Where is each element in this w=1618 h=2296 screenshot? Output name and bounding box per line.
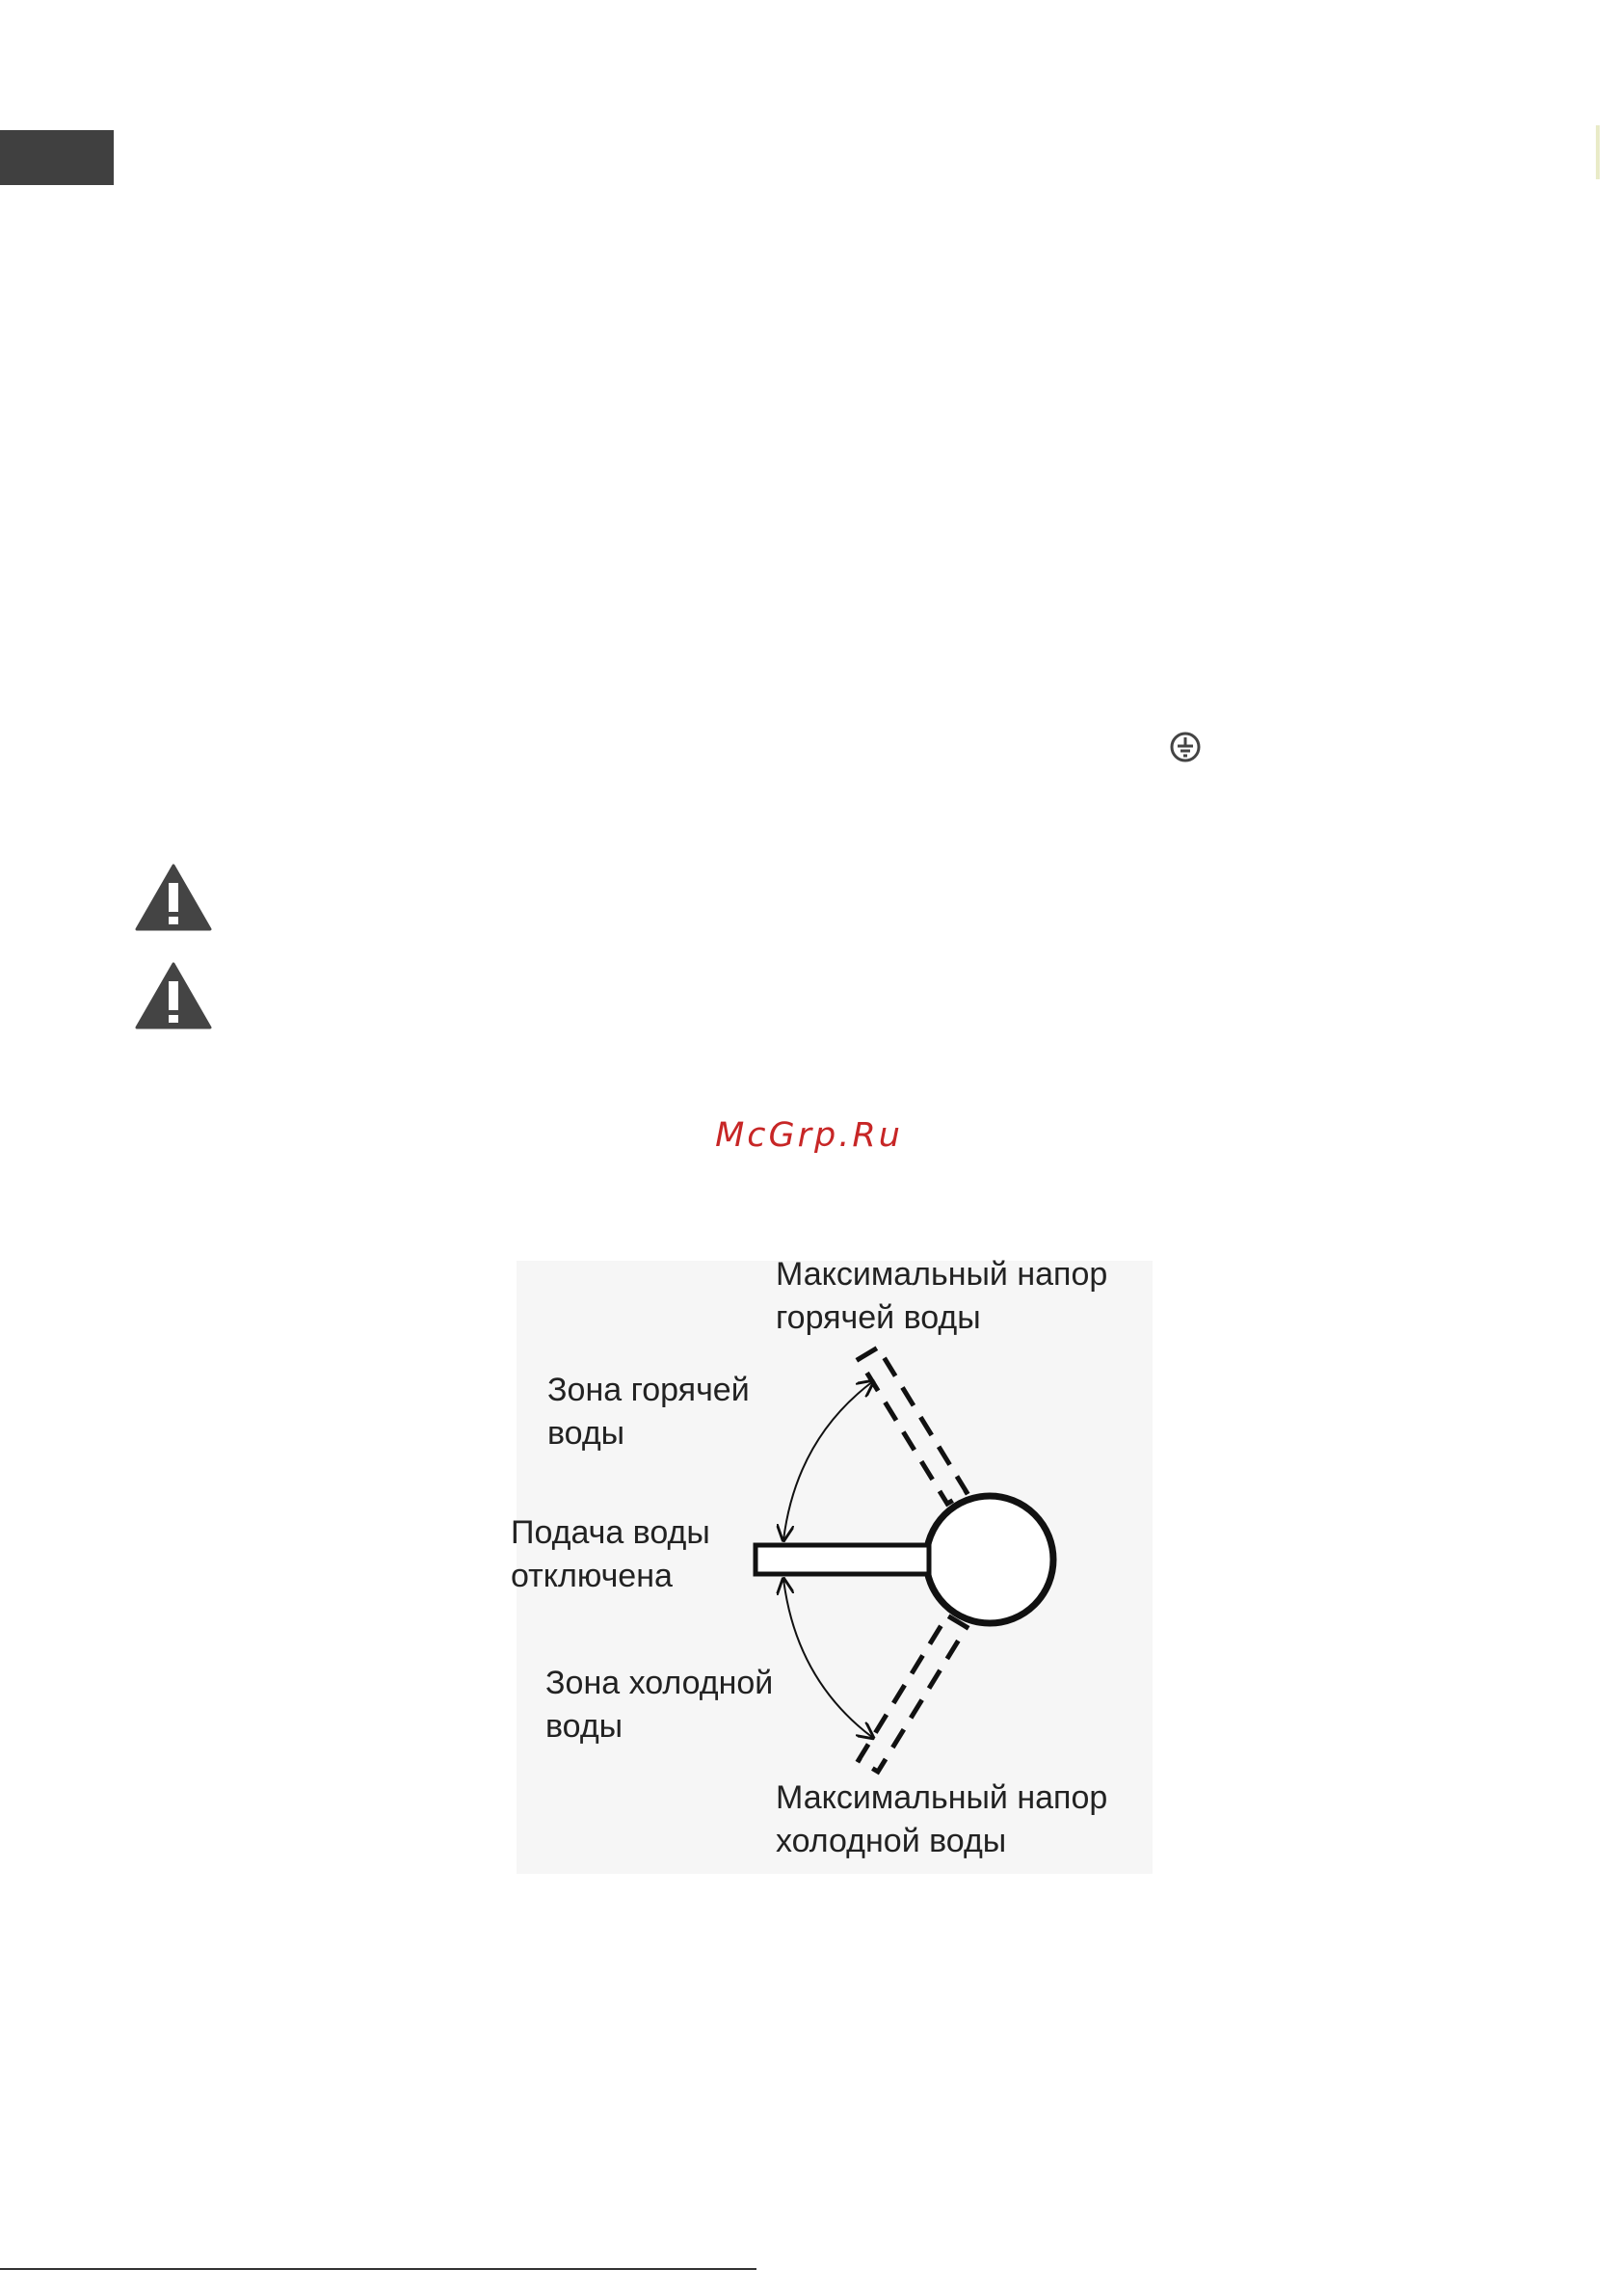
hot-zone-arrow [783, 1381, 873, 1540]
lever-off-position [756, 1545, 929, 1574]
label-cold-zone-line1: Зона холодной [545, 1665, 774, 1701]
watermark: McGrp.Ru [715, 1116, 903, 1155]
cold-zone-arrow [783, 1579, 873, 1738]
page-corner-tab [0, 130, 114, 185]
lever-body-circle [926, 1496, 1053, 1623]
label-off-line2: отключена [511, 1558, 673, 1594]
label-max-cold-line2: холодной воды [776, 1823, 1007, 1859]
label-off-line1: Подача воды [511, 1514, 710, 1551]
label-max-hot-line1: Максимальный напор [776, 1256, 1108, 1293]
label-max-cold-line1: Максимальный напор [776, 1779, 1108, 1816]
label-hot-zone-line1: Зона горячей [547, 1372, 750, 1408]
ground-symbol-icon [1168, 730, 1203, 764]
warning-triangle-icon [135, 962, 212, 1029]
lever-hot-max-position [859, 1348, 967, 1504]
faucet-lever-diagram [511, 1253, 1156, 1880]
lever-cold-max-position [859, 1615, 967, 1772]
label-max-hot-line2: горячей воды [776, 1299, 981, 1336]
label-hot-zone-line2: воды [547, 1415, 625, 1452]
page-edge-mark [1596, 125, 1600, 179]
warning-triangle-icon [135, 864, 212, 931]
footer-divider [0, 2268, 756, 2270]
label-cold-zone-line2: воды [545, 1708, 623, 1745]
